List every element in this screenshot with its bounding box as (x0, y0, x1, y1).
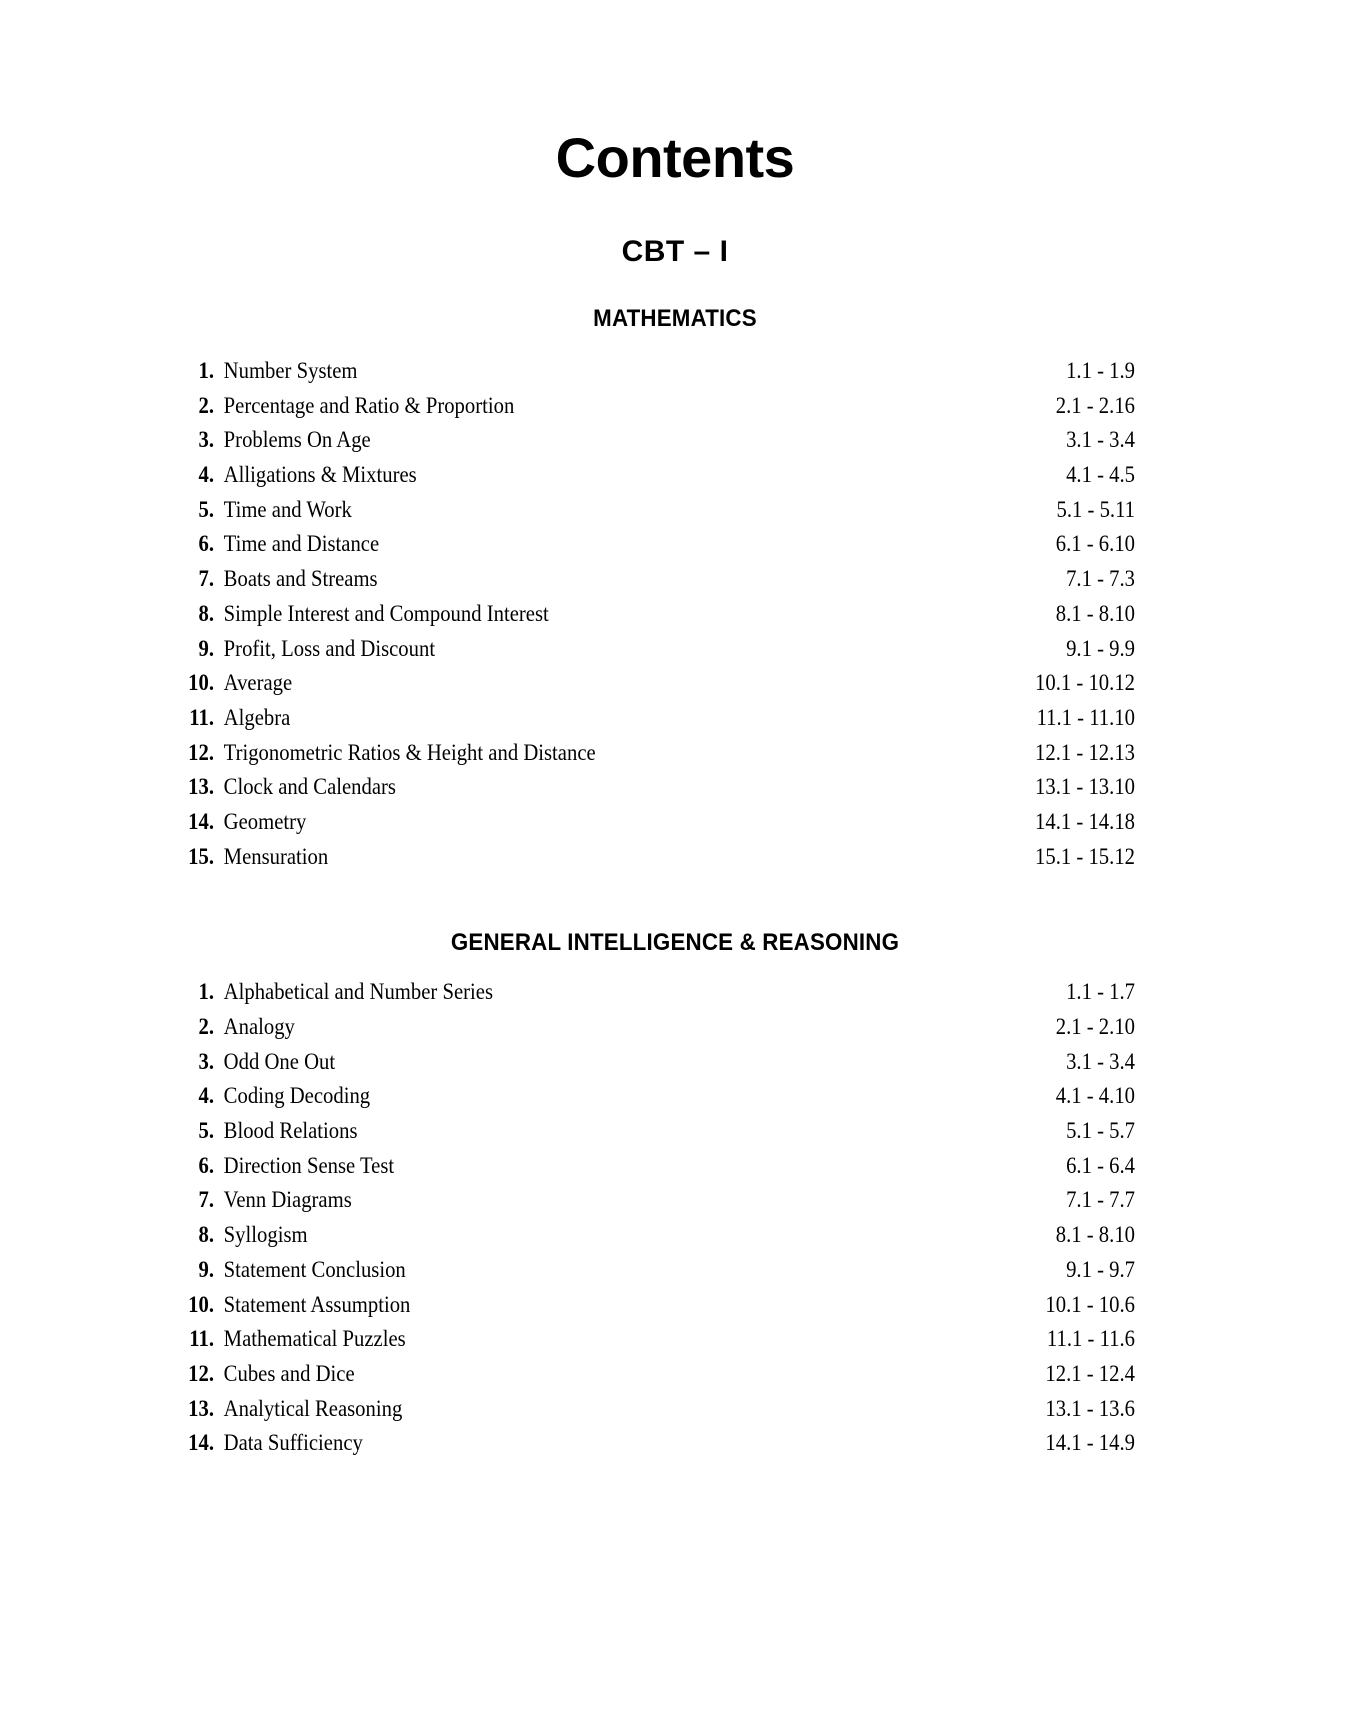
toc-entry-label: Direction Sense Test (223, 1152, 395, 1179)
toc-entry[interactable] (0, 527, 1350, 562)
toc-entry-number: 14. (188, 1430, 214, 1457)
toc-entry-pages: 10.1 - 10.12 (1035, 670, 1135, 697)
toc-entry-number: 4. (198, 462, 214, 489)
toc-entry-pages: 8.1 - 8.10 (1055, 1222, 1135, 1249)
toc-entry-pages: 3.1 - 3.4 (1066, 1048, 1135, 1075)
toc-entry[interactable] (0, 1288, 1350, 1323)
toc-entry[interactable] (0, 562, 1350, 597)
toc-entry[interactable] (0, 493, 1350, 528)
toc-entry[interactable] (0, 1426, 1350, 1461)
toc-entry[interactable] (0, 1322, 1350, 1357)
toc-entry-pages: 7.1 - 7.7 (1066, 1187, 1135, 1214)
toc-entry-number: 11. (189, 1326, 214, 1353)
toc-entry-pages: 11.1 - 11.6 (1046, 1326, 1135, 1353)
toc-entry-number: 3. (198, 1048, 214, 1075)
toc-entry[interactable] (0, 597, 1350, 632)
toc-entry-pages: 5.1 - 5.7 (1066, 1118, 1135, 1145)
toc-entry[interactable] (0, 354, 1350, 389)
toc-entry-number: 15. (188, 843, 214, 870)
toc-entry-label: Cubes and Dice (223, 1360, 355, 1387)
toc-entry-number: 4. (198, 1083, 214, 1110)
toc-entry-number: 1. (198, 358, 214, 384)
toc-entry[interactable] (0, 458, 1350, 493)
toc-entry-number: 8. (198, 1222, 214, 1249)
toc-entry-label: Problems On Age (223, 427, 371, 454)
toc-entry[interactable] (0, 1253, 1350, 1288)
toc-entry-number: 7. (198, 1187, 214, 1214)
toc-entry-pages: 9.1 - 9.7 (1066, 1256, 1135, 1283)
toc-entry[interactable] (0, 1114, 1350, 1149)
toc-entry[interactable] (0, 423, 1350, 458)
toc-entry[interactable] (0, 805, 1350, 840)
toc-list-mathematics (0, 331, 1350, 874)
toc-entry-label: Average (223, 670, 293, 697)
toc-entry-pages: 10.1 - 10.6 (1045, 1291, 1135, 1318)
toc-entry-pages: 12.1 - 12.4 (1045, 1360, 1135, 1387)
toc-entry-label: Statement Assumption (223, 1291, 411, 1318)
toc-entry-label: Coding Decoding (223, 1083, 371, 1110)
toc-entry-pages: 3.1 - 3.4 (1066, 427, 1135, 454)
toc-entry-pages: 14.1 - 14.18 (1035, 808, 1135, 835)
toc-entry-number: 12. (188, 739, 214, 766)
toc-entry[interactable] (0, 701, 1350, 736)
toc-entry-label: Analytical Reasoning (223, 1395, 403, 1422)
toc-entry-number: 13. (188, 1395, 214, 1422)
toc-entry-pages: 4.1 - 4.5 (1066, 462, 1135, 489)
toc-entry[interactable] (0, 1183, 1350, 1218)
toc-entry-pages: 2.1 - 2.16 (1055, 392, 1135, 419)
toc-entry-label: Trigonometric Ratios & Height and Distance (223, 739, 596, 766)
toc-entry[interactable] (0, 840, 1350, 875)
toc-entry-label: Algebra (223, 704, 291, 731)
toc-entry-label: Venn Diagrams (223, 1187, 352, 1214)
toc-entry-pages: 9.1 - 9.9 (1066, 635, 1135, 662)
toc-entry-number: 10. (188, 670, 214, 697)
toc-entry-label: Statement Conclusion (223, 1256, 406, 1283)
toc-entry[interactable] (0, 975, 1350, 1010)
exam-title: CBT – I (621, 235, 729, 268)
toc-entry[interactable] (0, 1045, 1350, 1080)
toc-entry-label: Number System (223, 358, 358, 384)
toc-entry-pages: 6.1 - 6.4 (1066, 1152, 1135, 1179)
toc-entry-number: 2. (198, 1014, 214, 1040)
toc-entry-label: Profit, Loss and Discount (223, 635, 436, 662)
toc-entry-label: Time and Work (223, 496, 352, 523)
section-heading-mathematics: MATHEMATICS (593, 305, 757, 332)
toc-entry-number: 2. (198, 392, 214, 419)
toc-entry-pages: 4.1 - 4.10 (1055, 1083, 1135, 1110)
toc-entry-pages: 11.1 - 11.10 (1036, 704, 1135, 731)
toc-entry-number: 5. (198, 1118, 214, 1145)
toc-entry-pages: 13.1 - 13.10 (1035, 774, 1135, 801)
toc-entry-number: 8. (198, 600, 214, 627)
toc-entry[interactable] (0, 666, 1350, 701)
toc-entry[interactable] (0, 632, 1350, 667)
toc-entry-pages: 14.1 - 14.9 (1045, 1430, 1135, 1457)
toc-entry-label: Mensuration (223, 843, 329, 870)
toc-entry-number: 14. (188, 808, 214, 835)
toc-entry-label: Simple Interest and Compound Interest (223, 600, 549, 627)
toc-entry-label: Boats and Streams (223, 566, 378, 593)
toc-entry-pages: 1.1 - 1.7 (1066, 979, 1135, 1006)
toc-entry[interactable] (0, 1010, 1350, 1045)
toc-entry[interactable] (0, 736, 1350, 771)
toc-entry-number: 9. (198, 1256, 214, 1283)
toc-entry[interactable] (0, 1218, 1350, 1253)
page-title: Contents (555, 126, 795, 189)
toc-entry-number: 12. (188, 1360, 214, 1387)
toc-entry-label: Data Sufficiency (223, 1430, 363, 1457)
toc-list-reasoning (0, 955, 1350, 1461)
toc-entry-pages: 15.1 - 15.12 (1035, 843, 1135, 870)
toc-entry-number: 7. (198, 566, 214, 593)
toc-entry-pages: 5.1 - 5.11 (1056, 496, 1135, 523)
toc-entry[interactable] (0, 1079, 1350, 1114)
toc-entry-number: 1. (198, 979, 214, 1006)
toc-entry-label: Percentage and Ratio & Proportion (223, 392, 515, 419)
toc-entry-label: Blood Relations (223, 1118, 358, 1145)
toc-entry-number: 11. (189, 704, 214, 731)
toc-entry[interactable] (0, 1357, 1350, 1392)
toc-entry-pages: 1.1 - 1.9 (1066, 358, 1135, 384)
toc-entry[interactable] (0, 770, 1350, 805)
toc-entry-pages: 8.1 - 8.10 (1055, 600, 1135, 627)
toc-entry-pages: 13.1 - 13.6 (1045, 1395, 1135, 1422)
toc-entry-label: Alligations & Mixtures (223, 462, 417, 489)
toc-entry-label: Clock and Calendars (223, 774, 396, 801)
toc-entry-label: Time and Distance (223, 531, 380, 558)
section-heading-reasoning: GENERAL INTELLIGENCE & REASONING (450, 929, 900, 957)
toc-entry-number: 3. (198, 427, 214, 454)
toc-entry-pages: 7.1 - 7.3 (1066, 566, 1135, 593)
toc-entry-pages: 2.1 - 2.10 (1055, 1014, 1135, 1040)
toc-entry-number: 6. (198, 1152, 214, 1179)
toc-entry[interactable] (0, 1149, 1350, 1184)
toc-entry-number: 13. (188, 774, 214, 801)
toc-entry-label: Geometry (223, 808, 307, 835)
toc-entry-pages: 12.1 - 12.13 (1035, 739, 1135, 766)
toc-entry-label: Mathematical Puzzles (223, 1326, 406, 1353)
toc-entry-label: Analogy (223, 1014, 295, 1040)
toc-entry-label: Syllogism (223, 1222, 308, 1249)
toc-entry-number: 5. (198, 496, 214, 523)
toc-entry-number: 9. (198, 635, 214, 662)
toc-entry-number: 6. (198, 531, 214, 558)
toc-entry-label: Alphabetical and Number Series (223, 979, 494, 1006)
toc-entry-number: 10. (188, 1291, 214, 1318)
toc-entry-pages: 6.1 - 6.10 (1055, 531, 1135, 558)
toc-entry-label: Odd One Out (223, 1048, 336, 1075)
toc-entry[interactable] (0, 1392, 1350, 1427)
toc-entry[interactable] (0, 389, 1350, 424)
